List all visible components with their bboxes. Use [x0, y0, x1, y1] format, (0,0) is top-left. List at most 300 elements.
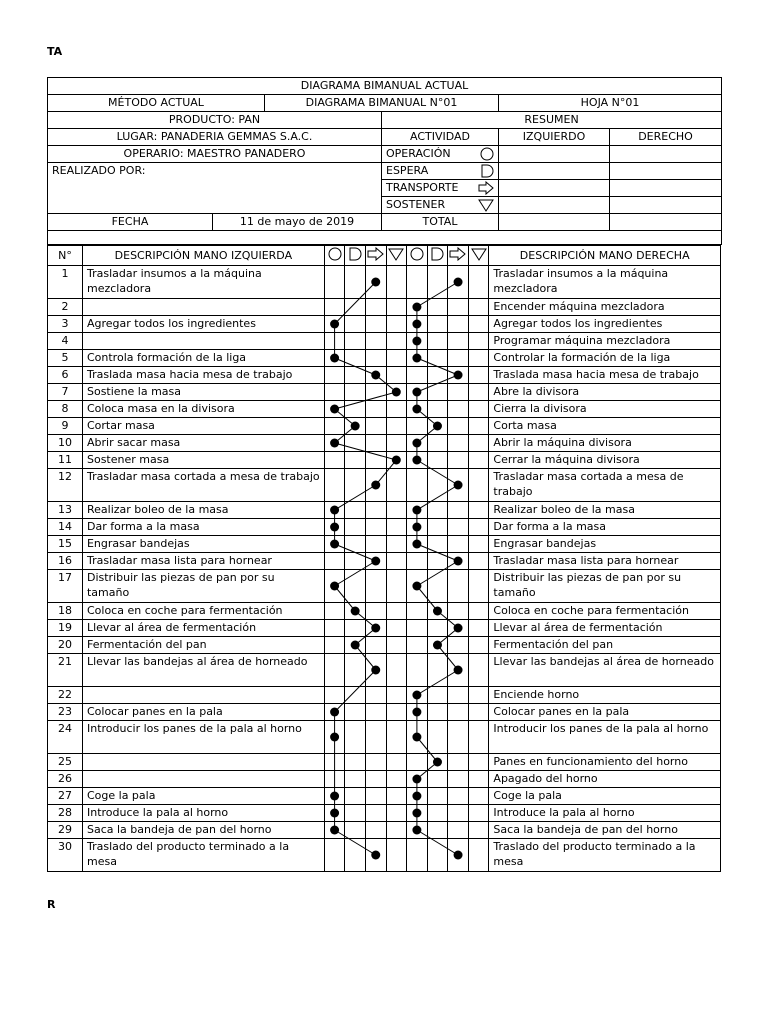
- diagrama-label: DIAGRAMA BIMANUAL N°01: [265, 95, 499, 112]
- symbol-cell: [448, 771, 469, 788]
- table-row: [48, 350, 721, 367]
- symbol-cell: [407, 570, 428, 603]
- right-hand-description: Traslada masa hacia mesa de trabajo: [489, 367, 721, 384]
- espera-row: [382, 163, 499, 180]
- symbol-cell: [427, 536, 448, 553]
- symbol-cell: [345, 418, 366, 435]
- symbol-cell: [345, 654, 366, 687]
- right-hand-description: Coloca en coche para fermentación: [489, 603, 721, 620]
- symbol-cell: [427, 620, 448, 637]
- left-hand-description: Introducir los panes de la pala al horno: [82, 721, 324, 754]
- left-hand-description: Distribuir las piezas de pan por su tamaño: [82, 570, 324, 603]
- right-hand-description: Trasladar insumos a la máquina mezcladora: [489, 266, 721, 299]
- symbol-cell: [407, 519, 428, 536]
- right-hand-description: Llevar las bandejas al área de horneado: [489, 654, 721, 687]
- symbol-cell: [345, 333, 366, 350]
- symbol-cell: [448, 839, 469, 872]
- row-number: 1: [48, 266, 83, 299]
- left-hand-description: [82, 687, 324, 704]
- row-number: 15: [48, 536, 83, 553]
- symbol-cell: [365, 469, 386, 502]
- symbol-cell: [345, 266, 366, 299]
- symbol-cell: [324, 603, 345, 620]
- symbol-cell: [324, 637, 345, 654]
- symbol-cell: [468, 603, 489, 620]
- table-row: [48, 299, 721, 316]
- table-row: [48, 367, 721, 384]
- hold-triangle-icon: [387, 247, 405, 261]
- resumen-label: RESUMEN: [382, 112, 722, 129]
- table-row: [48, 536, 721, 553]
- symbol-cell: [448, 654, 469, 687]
- symbol-cell: [345, 384, 366, 401]
- symbol-cell: [324, 788, 345, 805]
- symbol-cell: [365, 771, 386, 788]
- symbol-cell: [468, 536, 489, 553]
- symbol-cell: [448, 384, 469, 401]
- symbol-cell: [427, 367, 448, 384]
- symbol-cell: [427, 553, 448, 570]
- operario-label: OPERARIO: MAESTRO PANADERO: [48, 146, 382, 163]
- symbol-cell: [386, 805, 407, 822]
- symbol-cell: [386, 418, 407, 435]
- izquierdo-label: IZQUIERDO: [499, 129, 610, 146]
- symbol-cell: [324, 333, 345, 350]
- espera-der-value: [610, 163, 722, 180]
- symbol-cell: [365, 316, 386, 333]
- symbol-cell: [345, 754, 366, 771]
- left-hand-description: Dar forma a la masa: [82, 519, 324, 536]
- symbol-cell: [365, 788, 386, 805]
- table-row: [48, 401, 721, 418]
- total-izq-value: [499, 214, 610, 231]
- operacion-label: OPERACIÓN: [386, 147, 451, 160]
- symbol-cell: [427, 266, 448, 299]
- symbol-cell: [324, 620, 345, 637]
- symbol-cell: [345, 367, 366, 384]
- symbol-cell: [468, 822, 489, 839]
- symbol-cell: [365, 754, 386, 771]
- symbol-cell: [448, 418, 469, 435]
- left-hand-description: [82, 754, 324, 771]
- symbol-cell: [345, 553, 366, 570]
- symbol-cell: [324, 771, 345, 788]
- symbol-cell: [345, 620, 366, 637]
- symbol-cell: [448, 620, 469, 637]
- symbol-cell: [448, 266, 469, 299]
- symbol-cell: [365, 384, 386, 401]
- operacion-der-value: [610, 146, 722, 163]
- symbol-cell: [386, 637, 407, 654]
- symbol-cell: [324, 266, 345, 299]
- symbol-cell: [345, 637, 366, 654]
- right-hand-description: Cerrar la máquina divisora: [489, 452, 721, 469]
- symbol-cell: [448, 469, 469, 502]
- symbol-cell: [407, 822, 428, 839]
- symbol-cell: [324, 435, 345, 452]
- symbol-cell: [448, 754, 469, 771]
- symbol-cell: [324, 502, 345, 519]
- left-hand-description: Trasladar masa cortada a mesa de trabajo: [82, 469, 324, 502]
- left-hand-description: Llevar al área de fermentación: [82, 620, 324, 637]
- table-row: [48, 721, 721, 754]
- right-hand-header: DESCRIPCIÓN MANO DERECHA: [489, 246, 721, 266]
- symbol-cell: [407, 553, 428, 570]
- right-hand-description: Colocar panes en la pala: [489, 704, 721, 721]
- table-row: [48, 654, 721, 687]
- symbol-cell: [324, 469, 345, 502]
- left-hand-description: [82, 299, 324, 316]
- symbol-cell: [468, 805, 489, 822]
- operation-circle-icon: [409, 247, 425, 261]
- symbol-cell: [365, 822, 386, 839]
- symbol-cell: [386, 435, 407, 452]
- fecha-value: 11 de mayo de 2019: [213, 214, 382, 231]
- left-transport-header: [365, 246, 386, 266]
- symbol-cell: [365, 839, 386, 872]
- left-hand-description: Traslado del producto terminado a la mesa: [82, 839, 324, 872]
- symbol-cell: [365, 266, 386, 299]
- symbol-cell: [324, 401, 345, 418]
- symbol-cell: [345, 687, 366, 704]
- symbol-cell: [324, 418, 345, 435]
- fecha-label: FECHA: [48, 214, 213, 231]
- symbol-cell: [448, 788, 469, 805]
- symbol-cell: [468, 687, 489, 704]
- symbol-cell: [468, 654, 489, 687]
- left-operation-header: [324, 246, 345, 266]
- right-hand-description: Controlar la formación de la liga: [489, 350, 721, 367]
- table-row: [48, 704, 721, 721]
- symbol-cell: [427, 771, 448, 788]
- row-number: 29: [48, 822, 83, 839]
- symbol-cell: [427, 721, 448, 754]
- symbol-cell: [386, 603, 407, 620]
- symbol-cell: [427, 401, 448, 418]
- total-label: TOTAL: [382, 214, 499, 231]
- symbol-cell: [324, 704, 345, 721]
- symbol-cell: [407, 654, 428, 687]
- right-hand-description: Apagado del horno: [489, 771, 721, 788]
- symbol-cell: [407, 435, 428, 452]
- symbol-cell: [345, 536, 366, 553]
- left-hand-description: Sostiene la masa: [82, 384, 324, 401]
- symbol-cell: [345, 401, 366, 418]
- symbol-cell: [468, 620, 489, 637]
- symbol-cell: [427, 654, 448, 687]
- metodo-label: MÉTODO ACTUAL: [48, 95, 265, 112]
- symbol-cell: [448, 452, 469, 469]
- table-row: [48, 754, 721, 771]
- symbol-cell: [365, 721, 386, 754]
- symbol-cell: [365, 350, 386, 367]
- symbol-cell: [468, 452, 489, 469]
- symbol-cell: [365, 418, 386, 435]
- symbol-cell: [386, 839, 407, 872]
- symbol-cell: [427, 469, 448, 502]
- symbol-cell: [427, 452, 448, 469]
- symbol-cell: [345, 316, 366, 333]
- left-hand-description: Agregar todos los ingredientes: [82, 316, 324, 333]
- table-row: [48, 333, 721, 350]
- left-hand-description: Engrasar bandejas: [82, 536, 324, 553]
- symbol-cell: [448, 822, 469, 839]
- symbol-cell: [386, 721, 407, 754]
- symbol-cell: [427, 805, 448, 822]
- row-number: 9: [48, 418, 83, 435]
- symbol-cell: [386, 754, 407, 771]
- left-hand-description: Saca la bandeja de pan del horno: [82, 822, 324, 839]
- corner-label-top: TA: [47, 45, 63, 58]
- table-row: [48, 266, 721, 299]
- operation-circle-icon: [327, 247, 343, 261]
- table-row: [48, 469, 721, 502]
- row-number: 2: [48, 299, 83, 316]
- symbol-cell: [468, 367, 489, 384]
- symbol-cell: [427, 754, 448, 771]
- row-number: 23: [48, 704, 83, 721]
- symbol-cell: [407, 805, 428, 822]
- left-hold-header: [386, 246, 407, 266]
- symbol-cell: [448, 502, 469, 519]
- symbol-cell: [365, 519, 386, 536]
- table-row: [48, 384, 721, 401]
- symbol-cell: [386, 822, 407, 839]
- symbol-cell: [345, 822, 366, 839]
- symbol-cell: [365, 704, 386, 721]
- symbol-cell: [407, 704, 428, 721]
- symbol-cell: [407, 316, 428, 333]
- symbol-cell: [324, 822, 345, 839]
- table-row: [48, 519, 721, 536]
- symbol-cell: [468, 788, 489, 805]
- symbol-cell: [324, 299, 345, 316]
- symbol-cell: [386, 654, 407, 687]
- left-hand-description: Llevar las bandejas al área de horneado: [82, 654, 324, 687]
- symbol-cell: [386, 771, 407, 788]
- symbol-cell: [345, 502, 366, 519]
- left-hand-description: [82, 333, 324, 350]
- symbol-cell: [324, 687, 345, 704]
- right-hand-description: Traslado del producto terminado a la mesa: [489, 839, 721, 872]
- table-row: [48, 452, 721, 469]
- symbol-cell: [448, 401, 469, 418]
- symbol-cell: [427, 839, 448, 872]
- espera-izq-value: [499, 163, 610, 180]
- row-number: 22: [48, 687, 83, 704]
- row-number: 11: [48, 452, 83, 469]
- symbol-cell: [386, 519, 407, 536]
- symbol-cell: [345, 350, 366, 367]
- table-row: [48, 502, 721, 519]
- derecho-label: DERECHO: [610, 129, 722, 146]
- row-number: 19: [48, 620, 83, 637]
- table-row: [48, 620, 721, 637]
- sheet-title: DIAGRAMA BIMANUAL ACTUAL: [48, 78, 722, 95]
- symbol-cell: [468, 502, 489, 519]
- symbol-cell: [345, 788, 366, 805]
- symbol-cell: [448, 333, 469, 350]
- right-hand-description: Saca la bandeja de pan del horno: [489, 822, 721, 839]
- symbol-cell: [345, 839, 366, 872]
- symbol-cell: [365, 435, 386, 452]
- symbol-cell: [448, 350, 469, 367]
- row-number: 12: [48, 469, 83, 502]
- symbol-cell: [468, 771, 489, 788]
- producto-label: PRODUCTO: PAN: [48, 112, 382, 129]
- hold-triangle-icon: [478, 198, 494, 212]
- table-row: [48, 637, 721, 654]
- right-operation-header: [407, 246, 428, 266]
- symbol-cell: [427, 316, 448, 333]
- symbol-cell: [407, 771, 428, 788]
- row-number: 25: [48, 754, 83, 771]
- symbol-cell: [468, 519, 489, 536]
- symbol-cell: [468, 839, 489, 872]
- row-number: 27: [48, 788, 83, 805]
- sostener-der-value: [610, 197, 722, 214]
- symbol-cell: [345, 570, 366, 603]
- right-hand-description: Trasladar masa cortada a mesa de trabajo: [489, 469, 721, 502]
- transporte-label: TRANSPORTE: [386, 181, 459, 194]
- symbol-cell: [407, 469, 428, 502]
- right-hand-description: Trasladar masa lista para hornear: [489, 553, 721, 570]
- symbol-cell: [427, 637, 448, 654]
- symbol-cell: [324, 316, 345, 333]
- symbol-cell: [407, 350, 428, 367]
- realizado-cell: [48, 163, 382, 214]
- right-transport-header: [448, 246, 469, 266]
- left-hand-description: Colocar panes en la pala: [82, 704, 324, 721]
- symbol-cell: [427, 687, 448, 704]
- transport-arrow-icon: [478, 181, 494, 195]
- right-hand-description: Introduce la pala al horno: [489, 805, 721, 822]
- symbol-cell: [365, 299, 386, 316]
- lugar-label: LUGAR: PANADERIA GEMMAS S.A.C.: [48, 129, 382, 146]
- operacion-izq-value: [499, 146, 610, 163]
- row-number: 18: [48, 603, 83, 620]
- operation-circle-icon: [480, 147, 494, 161]
- symbol-cell: [468, 299, 489, 316]
- right-hand-description: Coge la pala: [489, 788, 721, 805]
- corner-label-bottom: R: [47, 898, 56, 911]
- header-table: [47, 77, 722, 245]
- symbol-cell: [468, 266, 489, 299]
- symbol-cell: [427, 333, 448, 350]
- row-number: 20: [48, 637, 83, 654]
- left-hand-description: Traslada masa hacia mesa de trabajo: [82, 367, 324, 384]
- row-number: 13: [48, 502, 83, 519]
- symbol-cell: [324, 839, 345, 872]
- row-number: 3: [48, 316, 83, 333]
- left-hand-description: [82, 771, 324, 788]
- symbol-cell: [365, 536, 386, 553]
- symbol-cell: [448, 570, 469, 603]
- symbol-cell: [468, 553, 489, 570]
- right-hand-description: Panes en funcionamiento del horno: [489, 754, 721, 771]
- symbol-cell: [427, 788, 448, 805]
- symbol-cell: [386, 350, 407, 367]
- symbol-cell: [386, 570, 407, 603]
- hold-triangle-icon: [470, 247, 488, 261]
- symbol-cell: [345, 721, 366, 754]
- table-row: [48, 553, 721, 570]
- symbol-cell: [386, 536, 407, 553]
- symbol-cell: [468, 704, 489, 721]
- row-number: 26: [48, 771, 83, 788]
- total-der-value: [610, 214, 722, 231]
- symbol-cell: [386, 266, 407, 299]
- hoja-label: HOJA N°01: [499, 95, 722, 112]
- symbol-cell: [427, 384, 448, 401]
- right-delay-header: [427, 246, 448, 266]
- transporte-der-value: [610, 180, 722, 197]
- symbol-cell: [324, 553, 345, 570]
- symbol-cell: [448, 721, 469, 754]
- symbol-cell: [427, 435, 448, 452]
- symbol-cell: [324, 384, 345, 401]
- symbol-cell: [427, 418, 448, 435]
- left-hand-description: Trasladar insumos a la máquina mezcladora: [82, 266, 324, 299]
- symbol-cell: [448, 603, 469, 620]
- symbol-cell: [345, 452, 366, 469]
- symbol-cell: [448, 367, 469, 384]
- espera-label: ESPERA: [386, 164, 429, 177]
- symbol-cell: [365, 654, 386, 687]
- delay-d-icon: [347, 247, 363, 261]
- symbol-cell: [365, 570, 386, 603]
- right-hand-description: Dar forma a la masa: [489, 519, 721, 536]
- symbol-cell: [407, 367, 428, 384]
- spacer-row: [48, 231, 722, 245]
- table-row: [48, 822, 721, 839]
- symbol-cell: [345, 469, 366, 502]
- symbol-cell: [345, 435, 366, 452]
- left-delay-header: [345, 246, 366, 266]
- bimanual-table: [47, 245, 721, 872]
- symbol-cell: [448, 805, 469, 822]
- symbol-cell: [468, 333, 489, 350]
- symbol-cell: [407, 620, 428, 637]
- symbol-cell: [407, 721, 428, 754]
- table-row: [48, 570, 721, 603]
- symbol-cell: [407, 839, 428, 872]
- right-hand-description: Distribuir las piezas de pan por su tamaño: [489, 570, 721, 603]
- row-number: 4: [48, 333, 83, 350]
- left-hand-description: Controla formación de la liga: [82, 350, 324, 367]
- symbol-cell: [448, 519, 469, 536]
- left-hand-description: Trasladar masa lista para hornear: [82, 553, 324, 570]
- right-hand-description: Corta masa: [489, 418, 721, 435]
- right-hold-header: [468, 246, 489, 266]
- right-hand-description: Programar máquina mezcladora: [489, 333, 721, 350]
- symbol-cell: [386, 384, 407, 401]
- symbol-cell: [448, 536, 469, 553]
- right-hand-description: Abre la divisora: [489, 384, 721, 401]
- symbol-cell: [365, 452, 386, 469]
- right-hand-description: Abrir la máquina divisora: [489, 435, 721, 452]
- symbol-cell: [407, 299, 428, 316]
- right-hand-description: Llevar al área de fermentación: [489, 620, 721, 637]
- symbol-cell: [365, 502, 386, 519]
- sostener-label: SOSTENER: [386, 198, 446, 211]
- table-row: [48, 805, 721, 822]
- symbol-cell: [468, 435, 489, 452]
- symbol-cell: [386, 788, 407, 805]
- symbol-cell: [468, 350, 489, 367]
- symbol-cell: [365, 603, 386, 620]
- symbol-cell: [345, 299, 366, 316]
